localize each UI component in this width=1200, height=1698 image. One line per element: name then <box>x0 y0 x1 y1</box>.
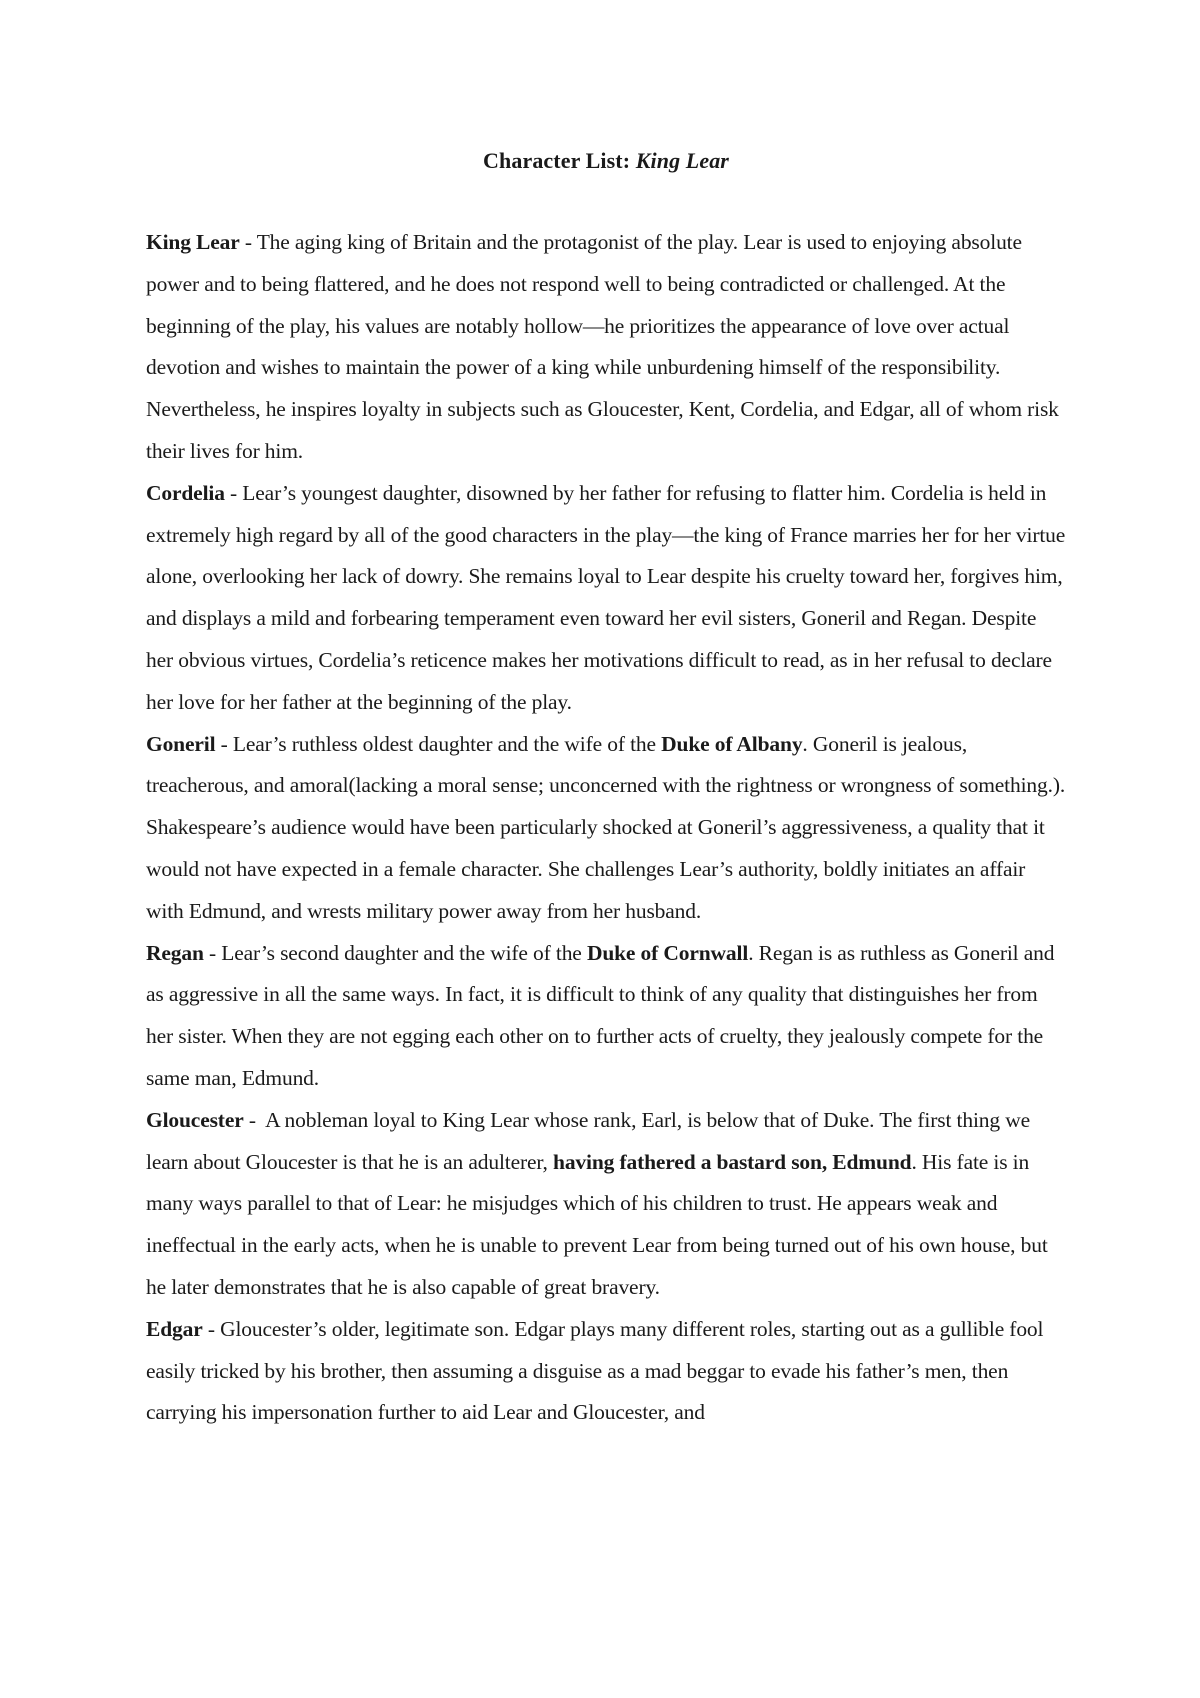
character-entry-king-lear <box>146 222 1066 473</box>
separator: - <box>215 731 233 756</box>
character-description: Gloucester’s older, legitimate son. Edgar plays many different roles, starting out as a gullible fool easily tricked by his brother, then assuming a disguise as a mad beggar to evade his father’s men, then carrying his impersonation further to aid Lear and Gloucester, and <box>146 1316 1044 1425</box>
emphasis: Duke of Albany <box>661 731 803 756</box>
separator: - <box>224 480 243 505</box>
character-entry-gloucester <box>146 1100 1066 1309</box>
document-title <box>146 140 1066 182</box>
character-description: A nobleman loyal to King Lear whose rank, Earl, is below that of Duke. The first thing we learn about Gloucester is that he is an adulterer, <box>146 1107 1030 1174</box>
document-page <box>146 140 1066 1434</box>
character-name: Gloucester <box>146 1107 244 1132</box>
character-entry-cordelia <box>146 473 1066 724</box>
character-name: King Lear <box>146 230 240 254</box>
character-description-cont: . Goneril is jealous, treacherous, and amoral(lacking a moral sense; unconcerned with the rightness or wrongness of something.). Shakespeare’s audience would have been particularly shocked at Goneril’s aggressiveness, a quality that it would not have expected in a female character. She challenges Lear’s authority, boldly initiates an affair with Edmund, and wrests military power away from her husband. <box>146 731 1066 923</box>
character-description: Lear’s ruthless oldest daughter and the wife of the <box>232 731 662 756</box>
emphasis: having fathered a bastard son, Edmund <box>553 1149 912 1174</box>
separator: - <box>243 1107 266 1132</box>
separator: - <box>203 940 222 965</box>
emphasis: Duke of Cornwall <box>586 940 749 965</box>
character-name: Goneril <box>146 731 216 756</box>
character-entry-regan <box>146 933 1066 1100</box>
character-entry-goneril <box>146 724 1066 933</box>
character-description-cont: . Regan is as ruthless as Goneril and as aggressive in all the same ways. In fact, it is difficult to think of any quality that distinguishes her from her sister. When they are not egging each other on to further acts of cruelty, they jealously compete for the same man, Edmund. <box>146 940 1055 1090</box>
separator: - <box>239 230 257 254</box>
separator: - <box>202 1316 221 1341</box>
character-description-cont: . His fate is in many ways parallel to that of Lear: he misjudges which of his children to trust. He appears weak and ineffectual in the early acts, when he is unable to prevent Lear from being turned out of his own house, but he later demonstrates that he is also capable of great bravery. <box>146 1149 1048 1299</box>
title-play-name: King Lear <box>635 148 729 173</box>
character-entry-edgar <box>146 1309 1066 1434</box>
character-name: Regan <box>146 940 204 965</box>
character-description: The aging king of Britain and the protagonist of the play. Lear is used to enjoying absolute power and to being flattered, and he does not respond well to being contradicted or challenged. At the beginning of the play, his values are notably hollow—he prioritizes the appearance of love over actual devotion and wishes to maintain the power of a king while unburdening himself of the responsibility. Nevertheless, he inspires loyalty in subjects such as Gloucester, Kent, Cordelia, and Edgar, all of whom risk their lives for him. <box>146 230 1059 463</box>
title-prefix: Character List: <box>483 148 636 173</box>
character-name: Edgar <box>146 1316 203 1341</box>
character-description: Lear’s youngest daughter, disowned by her father for refusing to flatter him. Cordelia is held in extremely high regard by all of the good characters in the play—the king of France marries her for her virtue alone, overlooking her lack of dowry. She remains loyal to Lear despite his cruelty toward her, forgives him, and displays a mild and forbearing temperament even toward her evil sisters, Goneril and Regan. Despite her obvious virtues, Cordelia’s reticence makes her motivations difficult to read, as in her refusal to declare her love for her father at the beginning of the play. <box>146 480 1066 714</box>
character-name: Cordelia <box>146 480 225 505</box>
character-description: Lear’s second daughter and the wife of the <box>221 940 587 965</box>
